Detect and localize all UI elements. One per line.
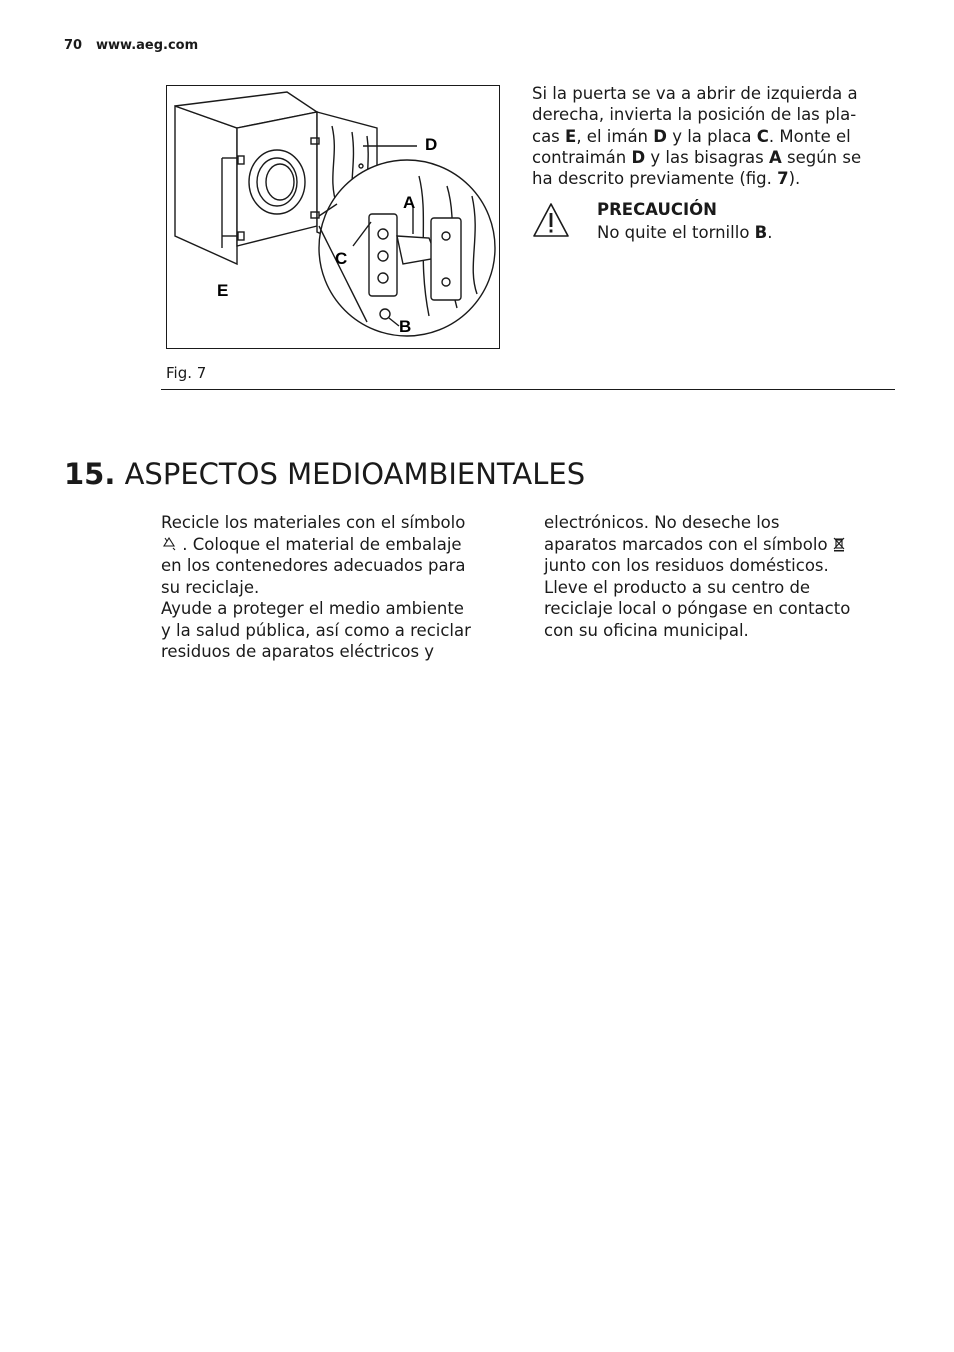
label-d: D (425, 135, 438, 154)
section-heading (64, 456, 585, 492)
instructions-paragraph (532, 83, 872, 189)
caution-title: PRECAUCIÓN (597, 200, 717, 219)
instructions-line-1: Si la puerta se va a abrir de izquierda a (532, 84, 858, 103)
section-title: ASPECTOS MEDIOAMBIENTALES (124, 457, 586, 491)
page-number: 70 (64, 38, 83, 53)
label-b: B (399, 317, 412, 336)
recycle-icon (161, 536, 177, 552)
installation-figure (166, 85, 500, 349)
appliance-door-hinge-diagram (167, 86, 499, 348)
caution-text: No quite el tornillo B. (597, 223, 773, 242)
instructions-line-5: ha descrito previamente (fig. 7). (532, 169, 801, 189)
crossed-bin-icon (833, 536, 845, 552)
instructions-line-3: cas E, el imán D y la placa C. Monte el (532, 126, 851, 146)
body-column-right: electrónicos. No deseche los aparatos marcados con el símbolo junto con los residuos domésticos. Lleve el producto a su centro de reciclaje local o póngase en contacto con su oficina municipal. (544, 513, 851, 640)
warning-triangle-icon (532, 202, 570, 238)
label-c: C (335, 249, 348, 268)
figure-caption: Fig. 7 (166, 364, 207, 382)
section-number: 15. (64, 457, 116, 491)
body-column-left: Recicle los materiales con el símbolo . Coloque el material de embalaje en los contenedores adecuados para su reciclaje. Ayude a proteger el medio ambiente y la salud pública, así como a reciclar residuos de aparatos eléctricos y (161, 513, 471, 661)
instructions-line-4: contraimán D y las bisagras A según se (532, 147, 862, 167)
site-url: www.aeg.com (96, 38, 199, 53)
section-divider (161, 389, 895, 390)
label-e: E (217, 281, 229, 300)
label-a: A (403, 193, 416, 212)
instructions-line-2: derecha, invierta la posición de las pla- (532, 105, 857, 125)
